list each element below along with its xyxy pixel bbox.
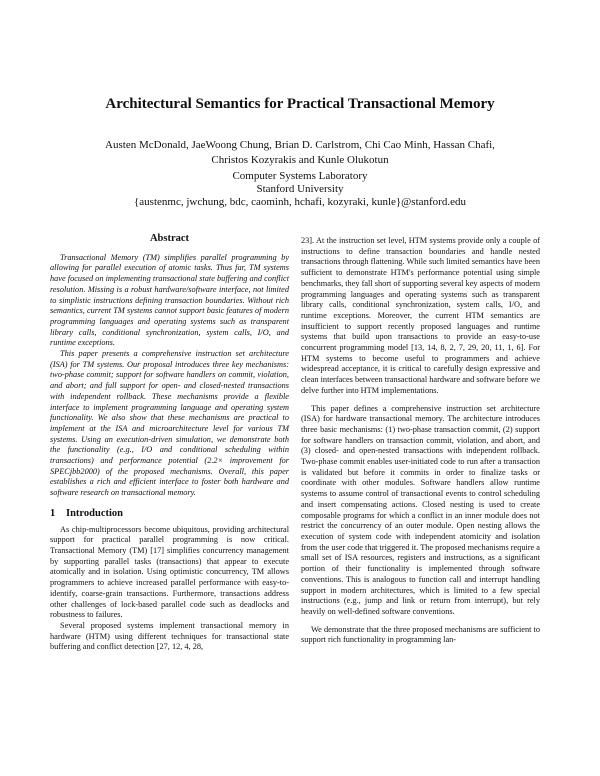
- authors-line-1: Austen McDonald, JaeWoong Chung, Brian D. Carlstrom, Chi Cao Minh, Hassan Chafi,: [105, 139, 495, 151]
- paper-title: Architectural Semantics for Practical Transactional Memory: [105, 96, 495, 112]
- affiliation-university: Stanford University: [256, 183, 344, 195]
- abstract-paragraph-1: Transactional Memory (TM) simplifies parallel programming by allowing for parallel execution of atomic tasks. Thus far, TM systems have focused on implementing transactional state buffering and conflict resolution. Missing is a robust hardware/software interface, not limited to simplistic instructions defining transaction boundaries. Without rich semantics, current TM systems cannot support basic features of modern programming languages and operating systems such as transparent library calls, conditional synchronization, system calls, I/O, and runtime exceptions.: [50, 252, 289, 348]
- abstract-paragraph-2: This paper presents a comprehensive instruction set architecture (ISA) for TM systems. Our proposal introduces three key mechanisms: two-phase commit; support for software handlers on commit, violation, and abort; and full support for open- and closed-nested transactions with independent rollback. These mechanisms provide a flexible interface to implement programming language and operating system functionality. We also show that these mechanisms are practical to implement at the ISA and microarchitecture level for various TM systems. Using an execution-driven simulation, we demonstrate both the functionality (e.g., I/O and conditional scheduling within transactions) and performance potential (2.2× improvement for SPECjbb2000) of the proposed mechanisms. Overall, this paper establishes a rich and efficient interface to foster both hardware and software research on transactional memory.: [50, 349, 289, 498]
- intro-paragraph-2: Several proposed systems implement transactional memory in hardware (HTM) using different techniques for transactional state buffering and conflict detection [27, 12, 4, 28,: [50, 620, 289, 652]
- right-paragraph-1: 23]. At the instruction set level, HTM systems provide only a couple of instructions to define transaction boundaries and handle nested transactions through flattening. While such limited semantics have been sufficient to demonstrate HTM's performance potential using simple benchmarks, they fall short of supporting several key aspects of modern programming languages and operating systems such as transparent library calls, conditional synchronization, system calls, I/O, and runtime exceptions. Moreover, the current HTM semantics are insufficient to support recently proposed languages and runtime systems that build upon transactions to provide an easy-to-use concurrent programming model [13, 14, 8, 2, 7, 29, 20, 11, 1, 6]. For HTM systems to become useful to programmers and achieve widespread acceptance, it is critical to carefully design expressive and clean interfaces between transactional hardware and software before we delve further into HTM implementations.: [301, 236, 540, 395]
- affiliation-lab: Computer Systems Laboratory: [232, 170, 368, 182]
- section-number: 1: [50, 507, 56, 519]
- section-title: Introduction: [66, 507, 123, 519]
- abstract-section: [50, 234, 289, 499]
- introduction-heading: [50, 509, 289, 520]
- right-paragraph-2: This paper defines a comprehensive instruction set architecture (ISA) for hardware transactional memory. The architecture introduces three basic mechanisms: (1) two-phase transaction commit, (2) support for software handlers on transaction commit, violation, and abort, and (3) closed- and open-nested transactions with independent rollback. Two-phase commit enables user-initiated code to run after a transaction is validated but before it commits in order to finalize tasks or coordinate with other modules. Software handlers allow runtime systems to assume control of transactional events to control scheduling and insert compensating actions. Closed nesting is used to create composable programs for which a conflict in an inner module does not restrict the concurrency of an outer module. Open nesting allows the execution of system code with independent atomicity and isolation from the user code that triggered it. The proposed mechanisms require a small set of ISA resources, registers and instructions, as a significant portion of their functionality is implemented through software conventions. This is analogous to function call and interrupt handling support in modern architectures, which is limited to a few special instructions (e.g., jump and link or return from interrupt), but rely heavily on well-defined software conventions.: [301, 403, 540, 616]
- intro-paragraph-1: As chip-multiprocessors become ubiquitous, providing architectural support for practical parallel programming is now critical. Transactional Memory (TM) [17] simplifies concurrency management by supporting parallel tasks (transactions) that appear to execute atomically and in isolation. Using optimistic concurrency, TM allows programmers to achieve increased parallel performance with easy-to-identify, coarse-grain transactions. Furthermore, transactions address other challenges of lock-based parallel code such as deadlocks and robustness to failures.: [50, 524, 289, 620]
- right-column: [301, 236, 540, 646]
- abstract-heading: Abstract: [149, 233, 190, 244]
- right-paragraph-3: We demonstrate that the three proposed mechanisms are sufficient to support rich functionality in programming lan-: [301, 624, 540, 645]
- authors-line-2: Christos Kozyrakis and Kunle Olukotun: [211, 154, 389, 166]
- affiliation-block: [60, 170, 540, 209]
- author-emails: {austenmc, jwchung, bdc, caominh, hchafi, kozyraki, kunle}@stanford.edu: [134, 196, 466, 208]
- left-column: [50, 234, 289, 653]
- author-list: [60, 138, 540, 168]
